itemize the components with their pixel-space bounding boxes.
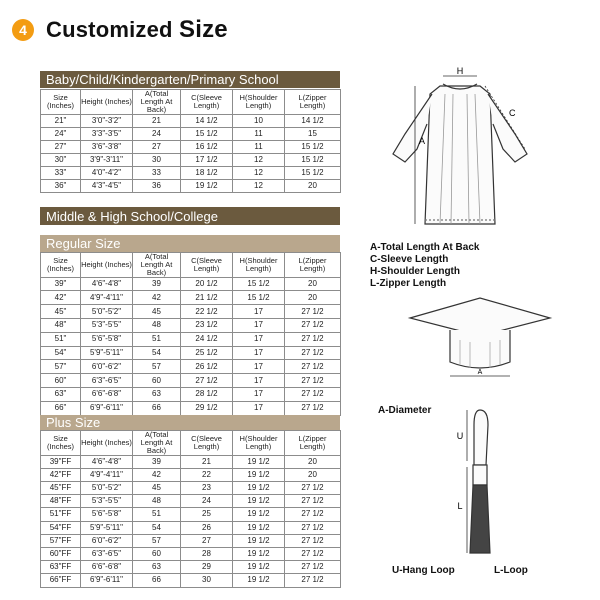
table-cell: 27: [133, 140, 181, 153]
legend-item: H-Shoulder Length: [370, 266, 460, 277]
table-row: [41, 574, 341, 587]
table-cell: 45: [133, 482, 181, 495]
table-row: [41, 277, 341, 291]
column-header: Size (Inches): [41, 90, 81, 115]
table-cell: 27 1/2: [181, 374, 233, 388]
table-cell: 42"FF: [41, 468, 81, 481]
table-cell: 20: [285, 179, 341, 192]
table-cell: 26 1/2: [181, 360, 233, 374]
table-cell: 19 1/2: [233, 547, 285, 560]
table-cell: 20: [285, 468, 341, 481]
column-header: C(Sleeve Length): [181, 253, 233, 278]
table-cell: 20 1/2: [181, 277, 233, 291]
table-cell: 21 1/2: [181, 291, 233, 305]
table-cell: 63: [133, 561, 181, 574]
table-cell: 4'9"-4'11": [81, 468, 133, 481]
column-header: C(Sleeve Length): [181, 90, 233, 115]
table-cell: 11: [233, 127, 285, 140]
table-cell: 17: [233, 401, 285, 415]
table-row: [41, 127, 341, 140]
table-row: [41, 455, 341, 468]
baby-section-header: Baby/Child/Kindergarten/Primary School: [40, 71, 340, 88]
page-title: [46, 16, 228, 44]
table-cell: 4'6"-4'8": [81, 277, 133, 291]
step-badge: 4: [12, 19, 34, 41]
table-cell: 6'3"-6'5": [81, 374, 133, 388]
column-header: H(Shoulder Length): [233, 431, 285, 456]
table-cell: 27 1/2: [285, 360, 341, 374]
table-cell: 19 1/2: [233, 561, 285, 574]
table-cell: 5'0"-5'2": [81, 482, 133, 495]
table-cell: 6'3"-6'5": [81, 547, 133, 560]
table-cell: 6'6"-6'8": [81, 561, 133, 574]
table-cell: 27 1/2: [285, 534, 341, 547]
table-row: [41, 114, 341, 127]
column-header: A(Total Length At Back): [133, 431, 181, 456]
table-cell: 17: [233, 305, 285, 319]
table-row: [41, 166, 341, 179]
table-cell: 57"FF: [41, 534, 81, 547]
cap-skull: [450, 330, 510, 368]
table-cell: 12: [233, 166, 285, 179]
measure-c-label: C: [509, 108, 516, 118]
table-cell: 45"FF: [41, 482, 81, 495]
table-cell: 27 1/2: [285, 561, 341, 574]
page-header: [12, 14, 228, 46]
table-cell: 21": [41, 114, 81, 127]
cap-diameter-label: A-Diameter: [378, 405, 432, 416]
table-cell: 14 1/2: [285, 114, 341, 127]
regular-size-table: [40, 252, 341, 416]
loop-label: L-Loop: [494, 565, 528, 576]
regular-size-header: Regular Size: [40, 235, 340, 252]
table-cell: 3'9"-3'11": [81, 153, 133, 166]
table-cell: 57: [133, 360, 181, 374]
column-header: Size (Inches): [41, 431, 81, 456]
table-cell: 51: [133, 508, 181, 521]
measure-u-label: U: [456, 431, 464, 441]
table-cell: 27 1/2: [285, 482, 341, 495]
table-cell: 5'9"-5'11": [81, 346, 133, 360]
table-row: [41, 360, 341, 374]
table-cell: 57": [41, 360, 81, 374]
measure-diameter-mark: A: [477, 369, 483, 376]
table-cell: 66: [133, 401, 181, 415]
plus-size-header: Plus Size: [40, 415, 340, 430]
table-cell: 54"FF: [41, 521, 81, 534]
table-cell: 17: [233, 332, 285, 346]
table-cell: 51": [41, 332, 81, 346]
baby-size-table: [40, 89, 341, 193]
table-cell: 27 1/2: [285, 401, 341, 415]
table-cell: 29 1/2: [181, 401, 233, 415]
table-cell: 60"FF: [41, 547, 81, 560]
table-cell: 20: [285, 277, 341, 291]
table-cell: 27 1/2: [285, 521, 341, 534]
table-row: [41, 319, 341, 333]
table-cell: 60": [41, 374, 81, 388]
table-row: [41, 547, 341, 560]
table-cell: 27: [181, 534, 233, 547]
table-cell: 6'9"-6'11": [81, 401, 133, 415]
table-cell: 19 1/2: [233, 495, 285, 508]
gown-diagram: [385, 64, 535, 234]
table-cell: 48"FF: [41, 495, 81, 508]
table-cell: 42": [41, 291, 81, 305]
table-cell: 66": [41, 401, 81, 415]
table-cell: 19 1/2: [181, 179, 233, 192]
table-cell: 66: [133, 574, 181, 587]
table-cell: 22 1/2: [181, 305, 233, 319]
table-cell: 27": [41, 140, 81, 153]
column-header: H(Shoulder Length): [233, 253, 285, 278]
tassel-fringe: [470, 485, 490, 553]
table-cell: 63": [41, 388, 81, 402]
table-cell: 48: [133, 319, 181, 333]
tassel-legend-l: [494, 565, 528, 577]
tassel-cap: [473, 465, 487, 485]
table-cell: 28 1/2: [181, 388, 233, 402]
table-cell: 27 1/2: [285, 332, 341, 346]
table-cell: 45: [133, 305, 181, 319]
table-cell: 22: [181, 468, 233, 481]
table-cell: 54": [41, 346, 81, 360]
table-cell: 27 1/2: [285, 388, 341, 402]
table-cell: 3'3"-3'5": [81, 127, 133, 140]
plus-size-table: [40, 430, 341, 588]
table-cell: 33": [41, 166, 81, 179]
table-cell: 20: [285, 291, 341, 305]
table-row: [41, 140, 341, 153]
legend-item: C-Sleeve Length: [370, 254, 449, 265]
middle-section-header: Middle & High School/College: [40, 207, 340, 225]
table-cell: 17: [233, 374, 285, 388]
table-cell: 4'0"-4'2": [81, 166, 133, 179]
table-cell: 19 1/2: [233, 455, 285, 468]
table-cell: 60: [133, 374, 181, 388]
table-cell: 30: [181, 574, 233, 587]
table-cell: 19 1/2: [233, 482, 285, 495]
table-row: [41, 495, 341, 508]
gown-left-sleeve: [393, 94, 432, 162]
table-cell: 15 1/2: [285, 166, 341, 179]
table-cell: 6'0"-6'2": [81, 534, 133, 547]
title-word-size: Size: [179, 16, 228, 43]
table-cell: 23 1/2: [181, 319, 233, 333]
table-row: [41, 561, 341, 574]
table-cell: 27 1/2: [285, 547, 341, 560]
table-cell: 17: [233, 388, 285, 402]
table-cell: 24: [133, 127, 181, 140]
table-cell: 19 1/2: [233, 574, 285, 587]
table-cell: 10: [233, 114, 285, 127]
table-cell: 6'6"-6'8": [81, 388, 133, 402]
column-header: A(Total Length At Back): [133, 90, 181, 115]
table-cell: 27 1/2: [285, 346, 341, 360]
table-cell: 11: [233, 140, 285, 153]
table-row: [41, 153, 341, 166]
measure-l-label: L: [457, 501, 463, 511]
table-row: [41, 534, 341, 547]
tassel-diagram: [440, 405, 520, 560]
table-cell: 3'6"-3'8": [81, 140, 133, 153]
table-cell: 45": [41, 305, 81, 319]
table-row: [41, 374, 341, 388]
gown-body: [425, 86, 495, 224]
cap-diagram: [405, 290, 555, 390]
table-cell: 66"FF: [41, 574, 81, 587]
table-cell: 25: [181, 508, 233, 521]
measure-h-label: H: [456, 66, 464, 76]
table-cell: 5'6"-5'8": [81, 332, 133, 346]
table-cell: 36: [133, 179, 181, 192]
table-cell: 42: [133, 291, 181, 305]
table-row: [41, 401, 341, 415]
table-cell: 17 1/2: [181, 153, 233, 166]
table-cell: 42: [133, 468, 181, 481]
column-header: Height (Inches): [81, 253, 133, 278]
table-cell: 19 1/2: [233, 534, 285, 547]
table-row: [41, 179, 341, 192]
table-cell: 28: [181, 547, 233, 560]
hang-loop-label: U-Hang Loop: [392, 565, 455, 576]
table-cell: 24: [181, 495, 233, 508]
table-cell: 21: [181, 455, 233, 468]
table-cell: 5'3"-5'5": [81, 319, 133, 333]
table-cell: 19 1/2: [233, 508, 285, 521]
table-cell: 24": [41, 127, 81, 140]
column-header: Height (Inches): [81, 431, 133, 456]
table-cell: 14 1/2: [181, 114, 233, 127]
table-cell: 51: [133, 332, 181, 346]
table-cell: 5'3"-5'5": [81, 495, 133, 508]
gown-legend: [370, 242, 479, 290]
measure-a-label: A: [419, 136, 426, 146]
table-cell: 6'9"-6'11": [81, 574, 133, 587]
table-cell: 15 1/2: [285, 140, 341, 153]
column-header: L(Zipper Length): [285, 431, 341, 456]
table-cell: 5'0"-5'2": [81, 305, 133, 319]
table-cell: 25 1/2: [181, 346, 233, 360]
tassel-loop: [474, 410, 488, 465]
table-cell: 19 1/2: [233, 521, 285, 534]
table-cell: 5'6"-5'8": [81, 508, 133, 521]
column-header: Height (Inches): [81, 90, 133, 115]
table-cell: 20: [285, 455, 341, 468]
table-cell: 27 1/2: [285, 495, 341, 508]
table-cell: 15 1/2: [233, 291, 285, 305]
tassel-legend-u: [392, 565, 455, 577]
table-cell: 63: [133, 388, 181, 402]
table-cell: 18 1/2: [181, 166, 233, 179]
column-header: A(Total Length At Back): [133, 253, 181, 278]
cap-legend: [378, 405, 431, 417]
table-cell: 48: [133, 495, 181, 508]
table-cell: 15: [285, 127, 341, 140]
column-header: C(Sleeve Length): [181, 431, 233, 456]
table-cell: 54: [133, 346, 181, 360]
table-cell: 17: [233, 319, 285, 333]
table-cell: 15 1/2: [181, 127, 233, 140]
table-cell: 27 1/2: [285, 574, 341, 587]
table-cell: 17: [233, 346, 285, 360]
gown-right-sleeve: [488, 94, 527, 162]
title-word-customized: Customized: [46, 17, 173, 42]
table-cell: 27 1/2: [285, 374, 341, 388]
table-cell: 29: [181, 561, 233, 574]
table-cell: 27 1/2: [285, 319, 341, 333]
table-cell: 39"FF: [41, 455, 81, 468]
table-cell: 36": [41, 179, 81, 192]
table-cell: 4'9"-4'11": [81, 291, 133, 305]
legend-item: A-Total Length At Back: [370, 242, 480, 253]
table-header-row: [41, 90, 341, 115]
table-cell: 39: [133, 277, 181, 291]
table-cell: 39: [133, 455, 181, 468]
table-row: [41, 291, 341, 305]
table-header-row: [41, 253, 341, 278]
table-cell: 4'3"-4'5": [81, 179, 133, 192]
table-row: [41, 482, 341, 495]
table-row: [41, 508, 341, 521]
table-header-row: [41, 431, 341, 456]
column-header: Size (Inches): [41, 253, 81, 278]
column-header: L(Zipper Length): [285, 253, 341, 278]
table-row: [41, 305, 341, 319]
table-cell: 63"FF: [41, 561, 81, 574]
table-cell: 33: [133, 166, 181, 179]
table-row: [41, 388, 341, 402]
table-cell: 60: [133, 547, 181, 560]
table-cell: 24 1/2: [181, 332, 233, 346]
table-cell: 48": [41, 319, 81, 333]
table-cell: 12: [233, 153, 285, 166]
table-row: [41, 521, 341, 534]
column-header: L(Zipper Length): [285, 90, 341, 115]
table-cell: 17: [233, 360, 285, 374]
table-cell: 30": [41, 153, 81, 166]
table-cell: 3'0"-3'2": [81, 114, 133, 127]
table-cell: 19 1/2: [233, 468, 285, 481]
table-row: [41, 332, 341, 346]
table-cell: 21: [133, 114, 181, 127]
table-cell: 6'0"-6'2": [81, 360, 133, 374]
column-header: H(Shoulder Length): [233, 90, 285, 115]
table-cell: 51"FF: [41, 508, 81, 521]
table-row: [41, 468, 341, 481]
table-cell: 26: [181, 521, 233, 534]
table-cell: 39": [41, 277, 81, 291]
table-cell: 54: [133, 521, 181, 534]
table-cell: 57: [133, 534, 181, 547]
legend-item: L-Zipper Length: [370, 278, 447, 289]
table-cell: 30: [133, 153, 181, 166]
table-cell: 5'9"-5'11": [81, 521, 133, 534]
table-cell: 4'6"-4'8": [81, 455, 133, 468]
table-cell: 12: [233, 179, 285, 192]
table-cell: 15 1/2: [233, 277, 285, 291]
table-cell: 27 1/2: [285, 508, 341, 521]
table-cell: 23: [181, 482, 233, 495]
table-cell: 15 1/2: [285, 153, 341, 166]
table-row: [41, 346, 341, 360]
table-cell: 16 1/2: [181, 140, 233, 153]
table-cell: 27 1/2: [285, 305, 341, 319]
